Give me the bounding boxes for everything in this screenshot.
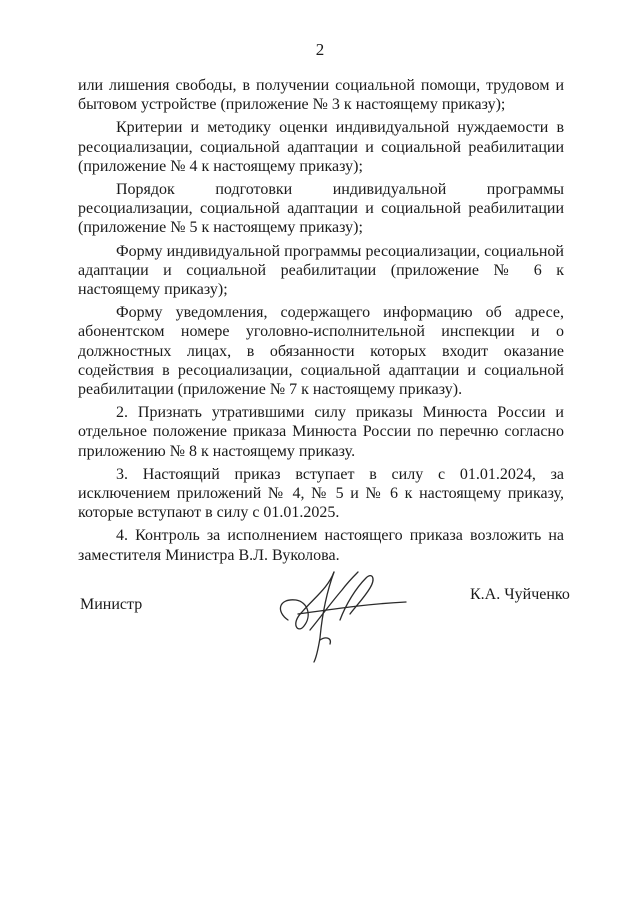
paragraph-8: 4. Контроль за исполнением настоящего приказа возложить на заместителя Министра В.Л. Вуколова. xyxy=(78,527,564,564)
paragraph-3: Порядок подготовки индивидуальной программы ресоциализации, социальной адаптации и социальной реабилитации (приложение № 5 к настоящему приказу); xyxy=(78,181,564,237)
page-number: 2 xyxy=(315,40,325,59)
paragraph-2: Критерии и методику оценки индивидуальной нуждаемости в ресоциализации, социальной адаптации и социальной реабилитации (приложение № 4 к настоящему приказу); xyxy=(78,119,564,175)
minister-title: Министр xyxy=(80,596,143,613)
minister-name: К.А. Чуйченко xyxy=(470,586,570,603)
paragraph-4: Форму индивидуальной программы ресоциализации, социальной адаптации и социальной реабилитации (приложение № 6 к настоящему приказу); xyxy=(78,242,564,299)
paragraph-7: 3. Настоящий приказ вступает в силу с 01.01.2024, за исключением приложений № 4, № 5 и № 6 к настоящему приказу, которые вступают в силу с 01.01.2025. xyxy=(78,465,564,522)
signature-stroke-2 xyxy=(314,572,334,662)
signature-block xyxy=(0,560,640,670)
paragraph-1: или лишения свободы, в получении социальной помощи, трудовом и бытовом устройстве (приложение № 3 к настоящему приказу); xyxy=(78,77,564,114)
signature-stroke-6 xyxy=(320,638,330,644)
signature-stroke-3 xyxy=(310,572,358,630)
paragraph-6: 2. Признать утратившими силу приказы Минюста России и отдельное положение приказа Минюста России по перечню согласно приложению № 8 к настоящему приказу. xyxy=(78,404,564,460)
signature-stroke-4 xyxy=(340,576,373,620)
document-body xyxy=(78,76,564,569)
paragraph-5: Форму уведомления, содержащего информацию об адресе, абонентском номере уголовно-исполнительной инспекции и о должностных лицах, в обязанности которых входит оказание содействия в ресоциализации, социальной адаптации и социальной реабилитации (приложение № 7 к настоящему приказу). xyxy=(78,304,564,399)
handwritten-signature xyxy=(268,560,408,665)
signature-strokes xyxy=(280,572,406,662)
